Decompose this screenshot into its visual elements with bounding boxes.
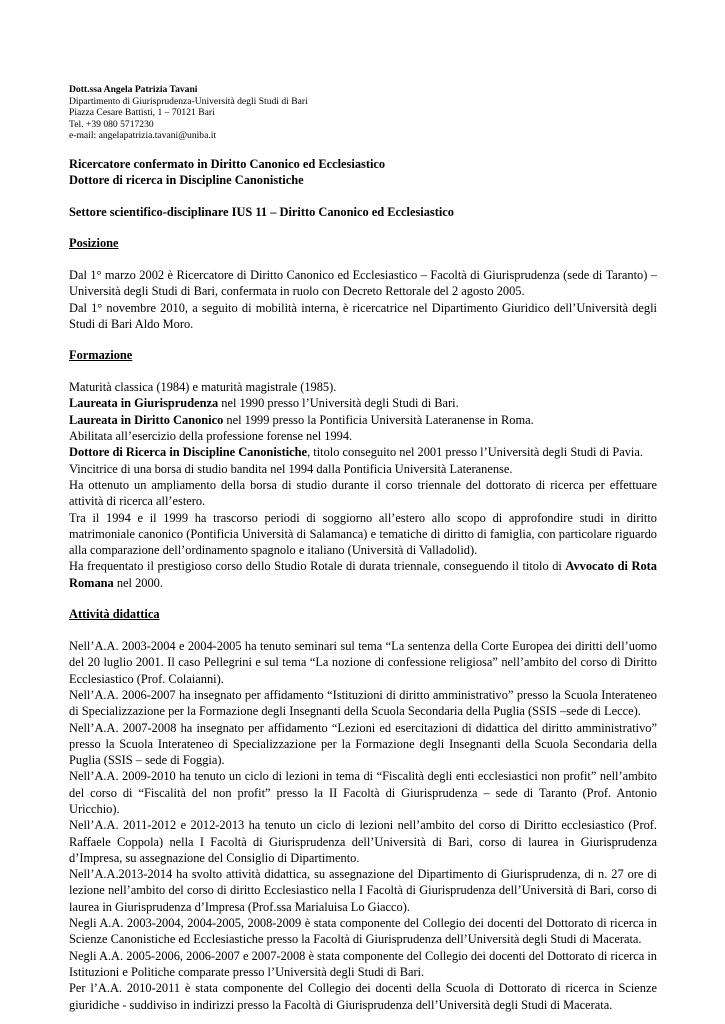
- didattica-item: Nell’A.A. 2007-2008 ha insegnato per affidamento “Lezioni ed esercitazioni di didattica del diritto amministrativo” presso la Scuola Interateneo di Specializzazione per la Formazione degli Insegnanti della Scuola Secondaria della Puglia (SSIS – sede di Foggia).: [69, 720, 657, 768]
- formazione-paragraph: Dottore di Ricerca in Discipline Canonistiche, titolo conseguito nel 2001 presso l’Università degli Studi di Pavia.: [69, 445, 643, 460]
- author-name: Dott.ssa Angela Patrizia Tavani: [69, 84, 198, 95]
- didattica-item: Nell’A.A.2013-2014 ha svolto attività didattica, su assegnazione del Dipartimento di Giurisprudenza, di n. 27 ore di lezione nell’ambito del corso di diritto Ecclesiastico nella I Facoltà di Giurisprudenza dell’Università di Bari, corso di laurea in Giurisprudenza d’Impresa (Prof.ssa Marialuisa Lo Giacco).: [69, 867, 657, 914]
- posizione-paragraph: Dal 1° novembre 2010, a seguito di mobilità interna, è ricercatrice nel Dipartimento Giuridico dell’Università degli Studi di Bari Aldo Moro.: [69, 300, 657, 331]
- title-line-1: Ricercatore confermato in Diritto Canonico ed Ecclesiastico: [69, 156, 386, 171]
- section-heading-posizione: Posizione: [69, 235, 119, 250]
- document-page: [69, 84, 657, 1013]
- department: Dipartimento di Giurisprudenza-Università degli Studi di Bari: [69, 95, 308, 107]
- contact-header: [69, 84, 657, 142]
- title-line-2: Dottore di ricerca in Discipline Canonistiche: [69, 172, 304, 187]
- sector-line: Settore scientifico-disciplinare IUS 11 – Diritto Canonico ed Ecclesiastico: [69, 204, 454, 219]
- section-heading-didattica: Attività didattica: [69, 607, 160, 622]
- formazione-paragraph: Tra il 1994 e il 1999 ha trascorso periodi di soggiorno all’estero allo scopo di approfondire studi in diritto matrimoniale canonico (Pontificia Università di Salamanca) e tematiche di diritto di famiglia, con particolare riguardo alla comparazione dell’ordinamento spagnolo e italiano (Università di Valladolid).: [69, 510, 657, 558]
- posizione-paragraph: Dal 1° marzo 2002 è Ricercatore di Diritto Canonico ed Ecclesiastico – Facoltà di Giurisprudenza (sede di Taranto) – Università degli Studi di Bari, confermata in ruolo con Decreto Rettorale del 2 agosto 2005.: [69, 267, 657, 299]
- didattica-item: Nell’A.A. 2009-2010 ha tenuto un ciclo di lezioni in tema di “Fiscalità degli enti ecclesiastici non profit” nell’ambito del corso di “Fiscalità del non profit” presso la II Facoltà di Giurisprudenza – sede di Taranto (Prof. Antonio Uricchio).: [69, 769, 657, 816]
- formazione-paragraph: Maturità classica (1984) e maturità magistrale (1985).: [69, 380, 337, 395]
- formazione-paragraph: Ha frequentato il prestigioso corso dello Studio Rotale di durata triennale, conseguendo il titolo di Avvocato di Rota Romana nel 2000.: [69, 559, 657, 590]
- titles: [69, 156, 657, 188]
- formazione-paragraph: Abilitata all’esercizio della professione forense nel 1994.: [69, 429, 353, 444]
- didattica-item: Per l’A.A. 2010-2011 è stata componente del Collegio dei docenti della Scuola di Dottorato di ricerca in Scienze giuridiche - suddiviso in indirizzi presso la Facoltà di Giurisprudenza dell’Università degli Studi di Macerata.: [69, 981, 657, 1012]
- didattica-item: Nell’A.A. 2006-2007 ha insegnato per affidamento “Istituzioni di diritto amministrativo” presso la Scuola Interateneo di Specializzazione per la Formazione degli Insegnanti della Scuola Secondaria della Puglia (SSIS –sede di Lecce).: [69, 687, 657, 719]
- didattica-item: Nell’A.A. 2011-2012 e 2012-2013 ha tenuto un ciclo di lezioni nell’ambito del corso di Diritto ecclesiastico (Prof. Raffaele Coppola) nella I Facoltà di Giurisprudenza dell’Università di Bari, corso di laurea in Giurisprudenza d’Impresa, su assegnazione del Consiglio di Dipartimento.: [69, 818, 657, 865]
- address: Piazza Cesare Battisti, 1 – 70121 Bari: [69, 107, 215, 119]
- didattica-item: Nell’A.A. 2003-2004 e 2004-2005 ha tenuto seminari sul tema “La sentenza della Corte Europea dei diritti dell’uomo del 20 luglio 2001. Il caso Pellegrini e sul tema “La nozione di confessione religiosa” nell’ambito del corso di Diritto Ecclesiastico (Prof. Colaianni).: [69, 639, 657, 686]
- didattica-item: Negli A.A. 2005-2006, 2006-2007 e 2007-2008 è stata componente del Collegio dei docenti del Dottorato di ricerca in Istituzioni e Politiche comparate presso l’Università degli Studi di Bari.: [69, 948, 657, 979]
- posizione-text: [69, 267, 657, 332]
- telephone: Tel. +39 080 5717230: [69, 118, 154, 130]
- email: e-mail: angelapatrizia.tavani@uniba.it: [69, 130, 217, 142]
- didattica-text: [69, 638, 657, 1013]
- didattica-item: Negli A.A. 2003-2004, 2004-2005, 2008-2009 è stata componente del Collegio dei docenti del Dottorato di ricerca in Scienze Canonistiche ed Ecclesiastiche presso la Facoltà di Giurisprudenza dell’Università degli Studi di Macerata.: [69, 916, 657, 947]
- formazione-paragraph: Laureata in Giurisprudenza nel 1990 presso l’Università degli Studi di Bari.: [69, 396, 459, 411]
- section-heading-formazione: Formazione: [69, 348, 133, 363]
- formazione-text: [69, 379, 657, 591]
- formazione-paragraph: Vincitrice di una borsa di studio bandita nel 1994 dalla Pontificia Università Lateranense.: [69, 461, 513, 476]
- formazione-paragraph: Ha ottenuto un ampliamento della borsa di studio durante il corso triennale del dottorato di ricerca per effettuare attività di ricerca all’estero.: [69, 477, 657, 509]
- formazione-paragraph: Laureata in Diritto Canonico nel 1999 presso la Pontificia Università Lateranense in Roma.: [69, 412, 534, 427]
